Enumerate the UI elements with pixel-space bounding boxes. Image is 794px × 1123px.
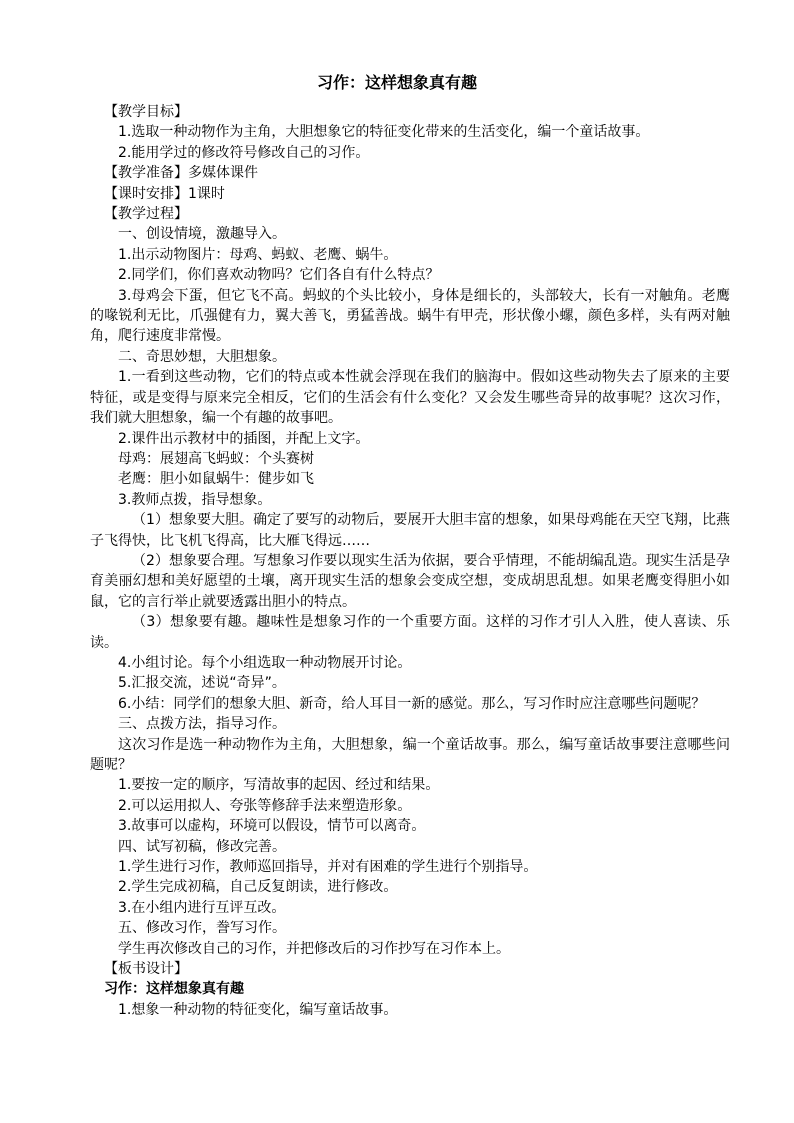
paragraph: 学生再次修改自己的习作，并把修改后的习作抄写在习作本上。 <box>118 940 510 957</box>
page-title: 习作：这样想象真有趣 <box>316 73 477 92</box>
paragraph: 4.小组讨论。每个小组选取一种动物展开讨论。 <box>118 654 412 671</box>
paragraph: 3.故事可以虚构，环境可以假设，情节可以离奇。 <box>118 818 426 835</box>
step-heading: 四、试写初稿，修改完善。 <box>118 838 286 855</box>
paragraph: 1.出示动物图片：母鸡、蚂蚁、老鹰、蜗牛。 <box>118 246 398 263</box>
paragraph: 1.一看到这些动物，它们的特点或本性就会浮现在我们的脑海中。假如这些动物失去了原来的主要特征，或是变得与原来完全相反，它们的生活会有什么变化？又会发生哪些奇异的故事呢？这次习作，我们就大胆想象，编一个有趣的故事吧。 <box>90 369 730 427</box>
paragraph: 1.要按一定的顺序，写清故事的起因、经过和结果。 <box>118 777 440 794</box>
step-heading: 三、点拨方法，指导习作。 <box>118 716 286 733</box>
paragraph: （2）想象要合理。写想象习作要以现实生活为依据，要合乎情理，不能胡编乱造。现实生活是孕育美丽幻想和美好愿望的土壤，离开现实生活的想象会变成空想，变成胡思乱想。如果老鹰变得胆小如鼠，它的言行举止就要透露出胆小的特点。 <box>90 552 730 610</box>
section-heading: 【教学过程】 <box>104 206 188 223</box>
document-body <box>90 102 730 1020</box>
paragraph: 母鸡：展翅高飞蚂蚁：个头赛树 <box>118 450 314 467</box>
paragraph: 老鹰：胆小如鼠蜗牛：健步如飞 <box>118 471 314 488</box>
paragraph: 1.想象一种动物的特征变化，编写童话故事。 <box>118 1001 398 1018</box>
board-title: 习作：这样想象真有趣 <box>104 981 244 998</box>
paragraph: （1）想象要大胆。确定了要写的动物后，要展开大胆丰富的想象，如果母鸡能在天空飞翔，比燕子飞得快，比飞机飞得高，比大雁飞得远…… <box>90 512 730 549</box>
paragraph: 1.学生进行习作，教师巡回指导，并对有困难的学生进行个别指导。 <box>118 859 538 876</box>
section-heading: 【课时安排】1课时 <box>104 185 225 202</box>
paragraph: 3.母鸡会下蛋，但它飞不高。蚂蚁的个头比较小，身体是细长的，头部较大，长有一对触角。老鹰的喙锐利无比，爪强健有力，翼大善飞，勇猛善战。蜗牛有甲壳，形状像小螺，颜色多样，头有两对触角，爬行速度非常慢。 <box>90 287 730 345</box>
section-heading: 【板书设计】 <box>104 961 188 978</box>
paragraph: 2.课件出示教材中的插图，并配上文字。 <box>118 430 370 447</box>
step-heading: 一、创设情境，激趣导入。 <box>118 226 286 243</box>
step-heading: 五、修改习作，誊写习作。 <box>118 920 286 937</box>
paragraph: 5.汇报交流，述说“奇异”。 <box>118 675 286 692</box>
step-heading: 二、奇思妙想，大胆想象。 <box>118 348 286 365</box>
paragraph: 6.小结：同学们的想象大胆、新奇，给人耳目一新的感觉。那么，写习作时应注意哪些问题呢？ <box>118 695 706 712</box>
section-heading: 【教学目标】 <box>104 104 188 120</box>
paragraph: 2.可以运用拟人、夸张等修辞手法来塑造形象。 <box>118 797 412 814</box>
paragraph: 2.同学们，你们喜欢动物吗？它们各自有什么特点？ <box>118 267 440 284</box>
paragraph: 3.教师点拨，指导想象。 <box>118 491 272 508</box>
paragraph: 2.能用学过的修改符号修改自己的习作。 <box>118 144 370 161</box>
paragraph: 3.在小组内进行互评互改。 <box>118 899 286 916</box>
paragraph: 这次习作是选一种动物作为主角，大胆想象，编一个童话故事。那么，编写童话故事要注意哪些问题呢？ <box>90 736 730 773</box>
paragraph: 1.选取一种动物作为主角，大胆想象它的特征变化带来的生活变化，编一个童话故事。 <box>118 124 650 141</box>
paragraph: 2.学生完成初稿，自己反复朗读，进行修改。 <box>118 879 398 896</box>
paragraph: （3）想象要有趣。趣味性是想象习作的一个重要方面。这样的习作才引人入胜，使人喜读、乐读。 <box>90 614 730 651</box>
section-heading: 【教学准备】多媒体课件 <box>104 165 258 182</box>
